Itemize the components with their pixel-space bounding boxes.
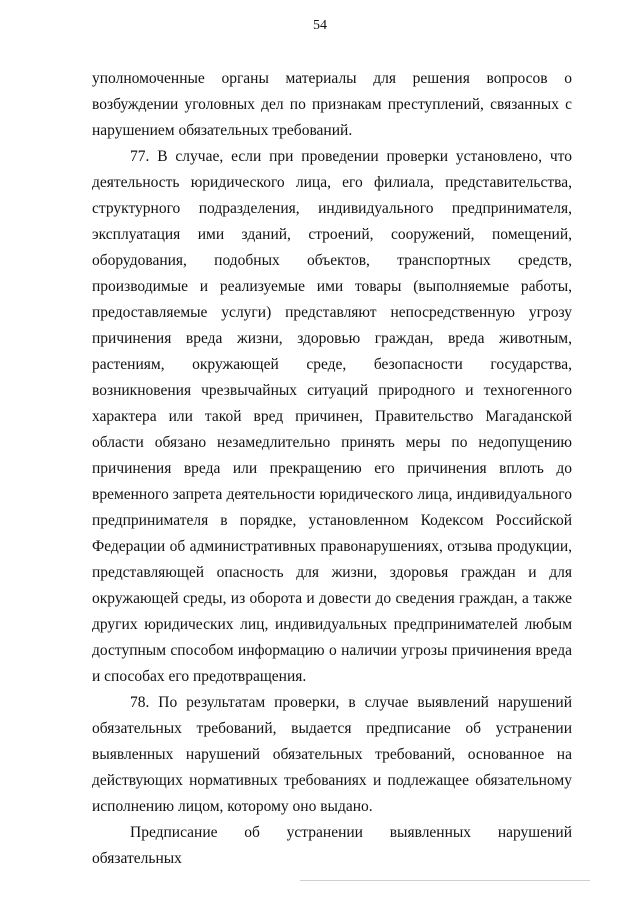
footer-divider (300, 880, 590, 881)
paragraph-prescription: Предписание об устранении выявленных нарушений обязательных (92, 824, 572, 867)
paragraph-continuation: уполномоченные органы материалы для решения вопросов о возбуждении уголовных дел по признакам преступлений, связанных с нарушением обязательных требований. (92, 70, 572, 139)
document-body (92, 66, 572, 872)
paragraph-item-78: 78. По результатам проверки, в случае выявлений нарушений обязательных требований, выдается предписание об устранении выявленных нарушений обязательных требований, основанное на действующих нормативных требованиях и подлежащее обязательному исполнению лицом, которому оно выдано. (92, 694, 572, 815)
page-number: 54 (313, 18, 327, 33)
paragraph-item-77: 77. В случае, если при проведении проверки установлено, что деятельность юридического лица, его филиала, представительства, структурного подразделения, индивидуального предпринимателя, эксплуатация ими зданий, строений, сооружений, помещений, оборудования, подобных объектов, транспортных средств, производимые и реализуемые ими товары (выполняемые работы, предоставляемые услуги) представляют непосредственную угрозу причинения вреда жизни, здоровью граждан, вреда животным, растениям, окружающей среде, безопасности государства, возникновения чрезвычайных ситуаций природного и техногенного характера или такой вред причинен, Правительство Магаданской области обязано незамедлительно принять меры по недопущению причинения вреда или прекращению его причинения вплоть до временного запрета деятельности юридического лица, индивидуального предпринимателя в порядке, установленном Кодексом Российской Федерации об административных правонарушениях, отзыва продукции, представляющей опасность для жизни, здоровья граждан и для окружающей среды, из оборота и довести до сведения граждан, а также других юридических лиц, индивидуальных предпринимателей любым доступным способом информацию о наличии угрозы причинения вреда и способах его предотвращения. (92, 148, 572, 685)
